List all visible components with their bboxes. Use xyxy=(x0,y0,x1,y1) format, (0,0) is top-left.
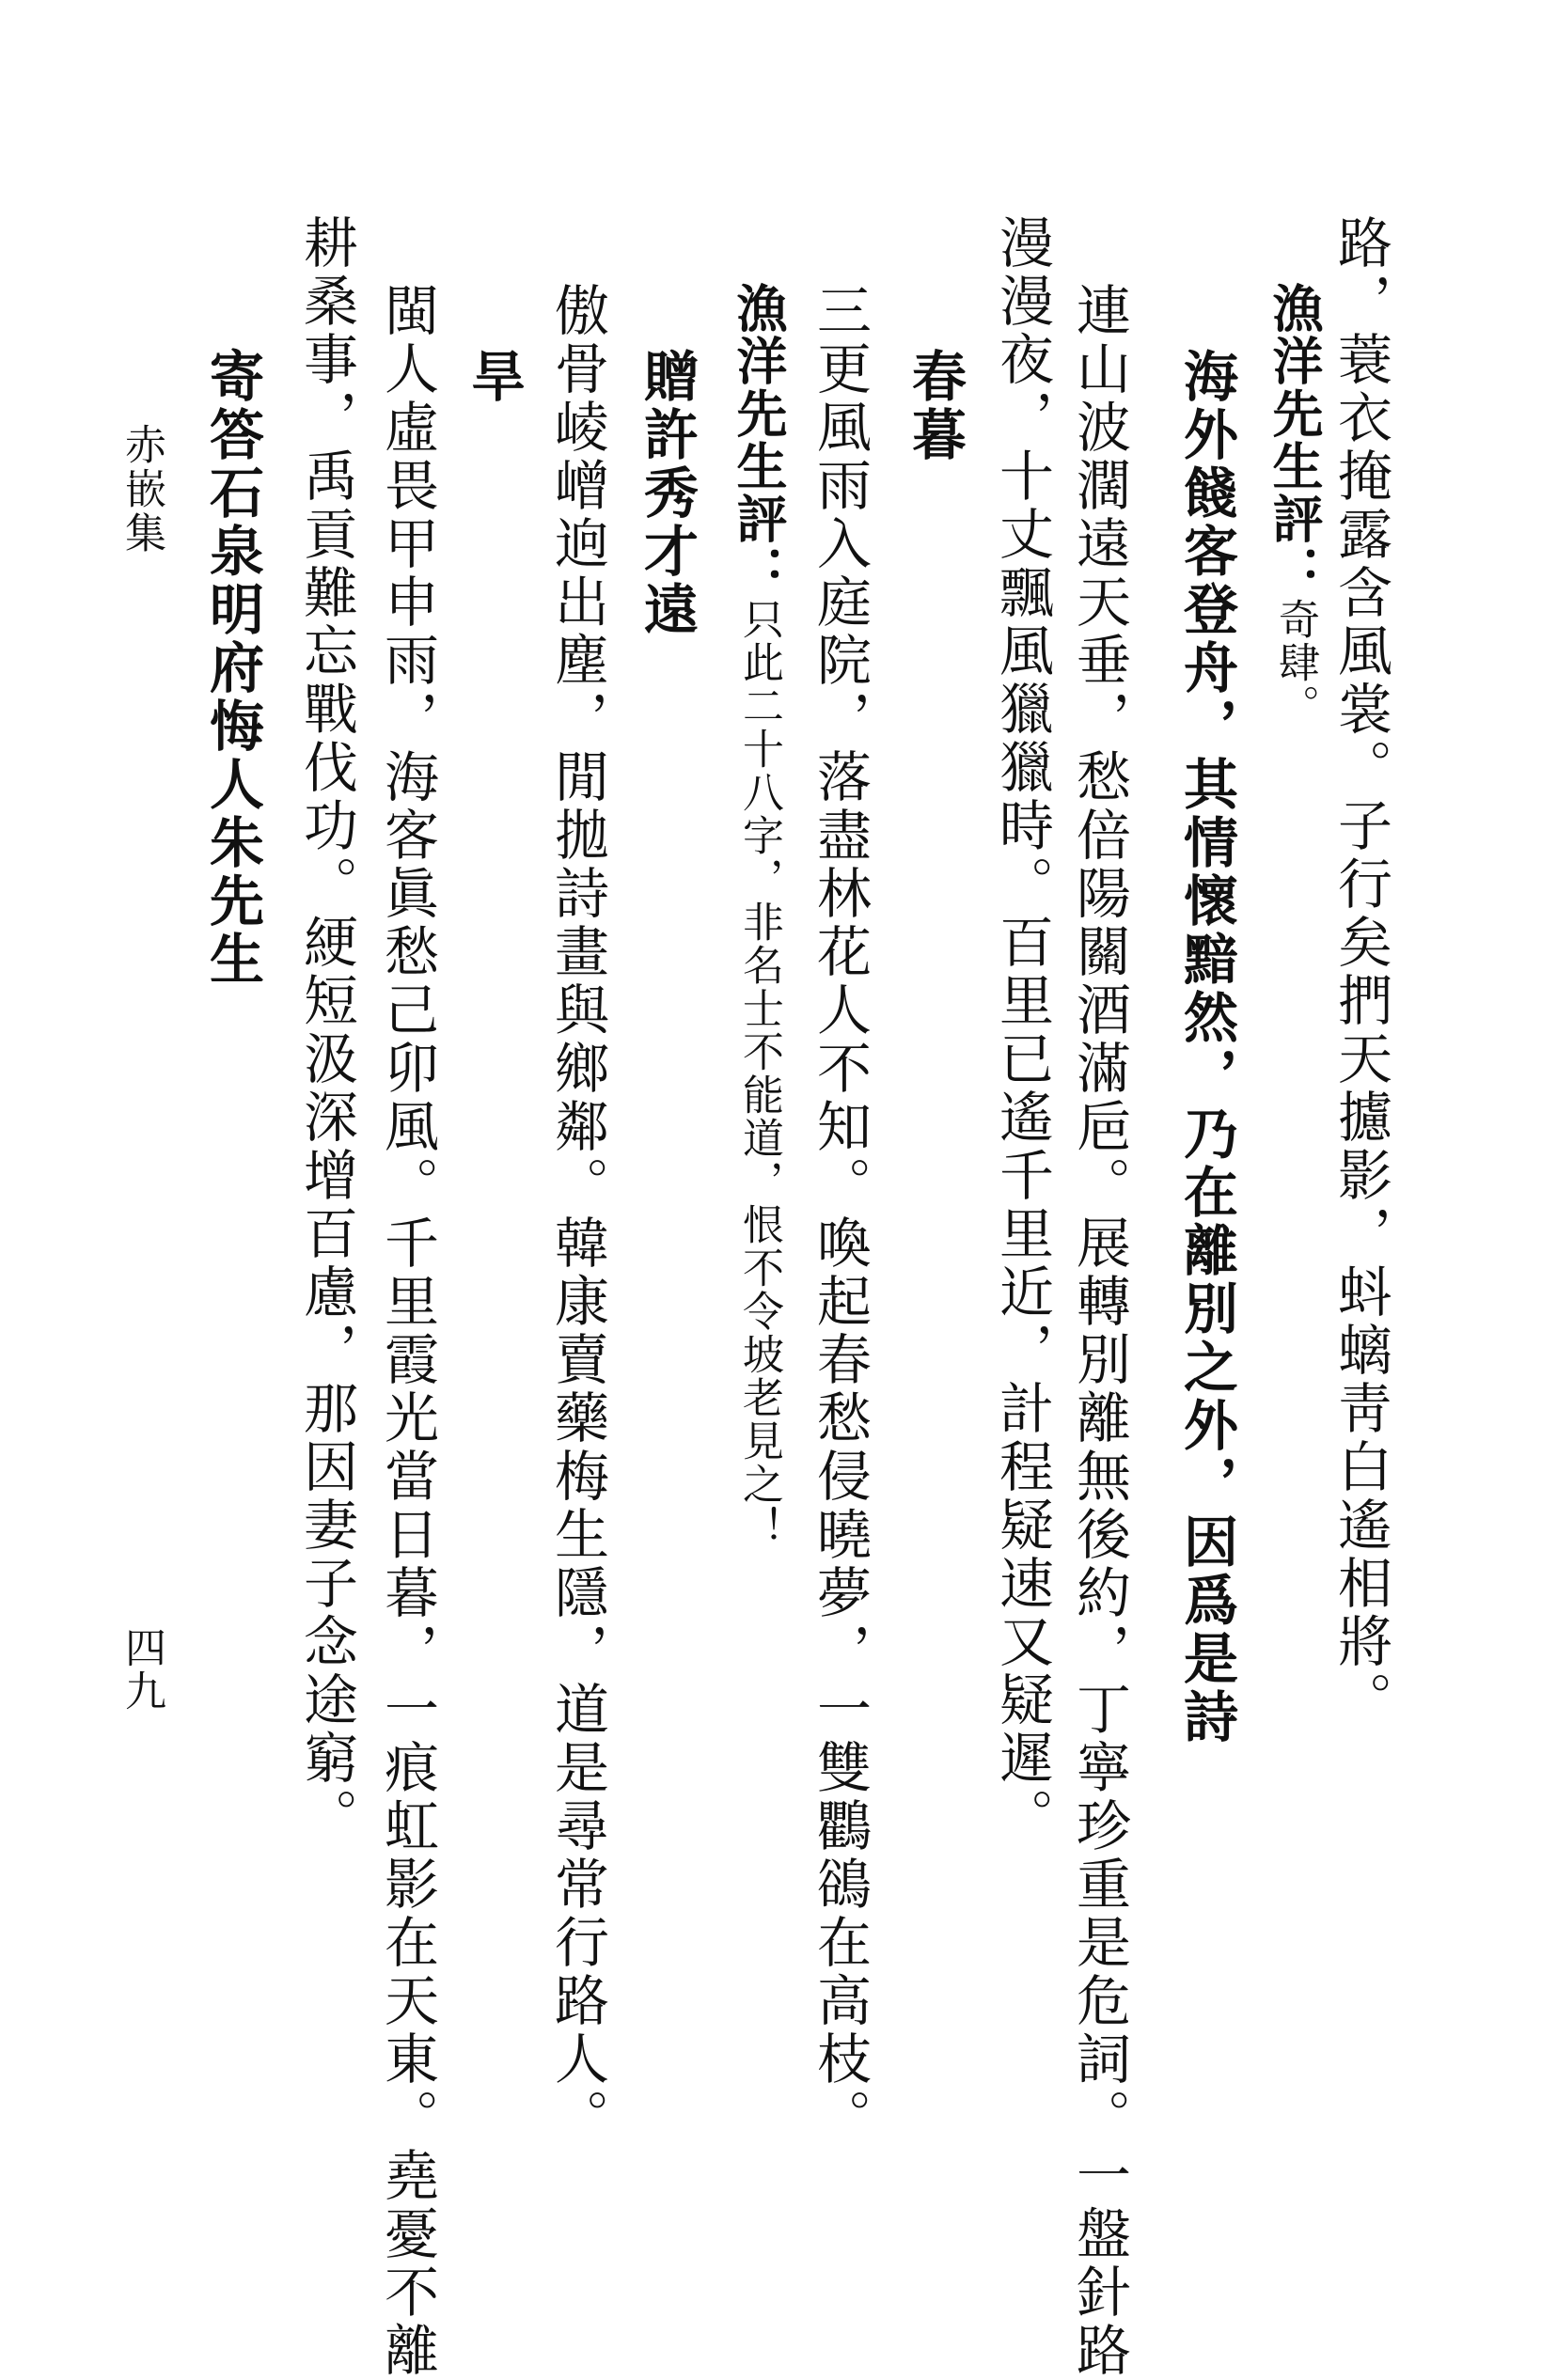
poem-line-3: 漫漫夜，十丈飄風獵獵時。百里已遙千里近，計程疑速又疑遲。 xyxy=(990,214,1054,1846)
poem-title-reply: 寄答石泉明府悔人朱先生 xyxy=(200,348,264,989)
poem-line-7: 耕桑事，禹貢難忘戰伐功。綆短汲深增百慮，那因妻子念途窮。 xyxy=(294,214,358,1846)
critic-label: 漁洋先生評： xyxy=(1265,282,1325,598)
poem-line-2: 連山波濶遠天垂，愁倍陽關酒滿巵。展轉別離無後約，丁寧珍重是危詞。一盤針路 xyxy=(1067,282,1131,2380)
critic-comment-2 xyxy=(729,282,789,1549)
poem-line-6: 閩人虛畏甲申雨，海客眞愁己卯風。千里霞光當日暮，一痕虹影在天東。堯憂不離 xyxy=(375,282,439,2380)
critic-comment-1 xyxy=(1265,282,1325,728)
critic-remark: 只此二十八字，非名士不能道，恨不令坡老見之！ xyxy=(735,598,783,1549)
poem-line-5: 傲骨崚嶒逈出塵，閒拋詩畫與鄉鄰。韓康賣藥梅生隱，道是尋常行路人。 xyxy=(545,282,609,2147)
poem-line-4: 三更風雨入庭院，落盡林花人不知。喚起春愁侵曉夢，一雙鸜鵒在高枝。 xyxy=(808,282,872,2147)
critic-label: 漁洋先生評： xyxy=(729,282,789,598)
critic-remark: 奇肆。 xyxy=(1271,598,1319,728)
poem-title-drought: 旱 xyxy=(462,348,526,406)
page-number: 四九 xyxy=(118,1626,165,1713)
poem-title-gift: 贈許秀才遠 xyxy=(635,348,699,639)
book-title: 赤嵌集 xyxy=(118,423,165,556)
poem-title-spring-dusk: 春暮 xyxy=(903,348,967,464)
poem-line-1: 路，蓑衣掩露含風裳。子行矣捫天攄影，蚪螭靑白遙相將。 xyxy=(1329,214,1392,1730)
poem-title-farewell: 海外餞客登舟，其情懷黯然，乃在離別之外，因爲是詩 xyxy=(1174,348,1238,1746)
